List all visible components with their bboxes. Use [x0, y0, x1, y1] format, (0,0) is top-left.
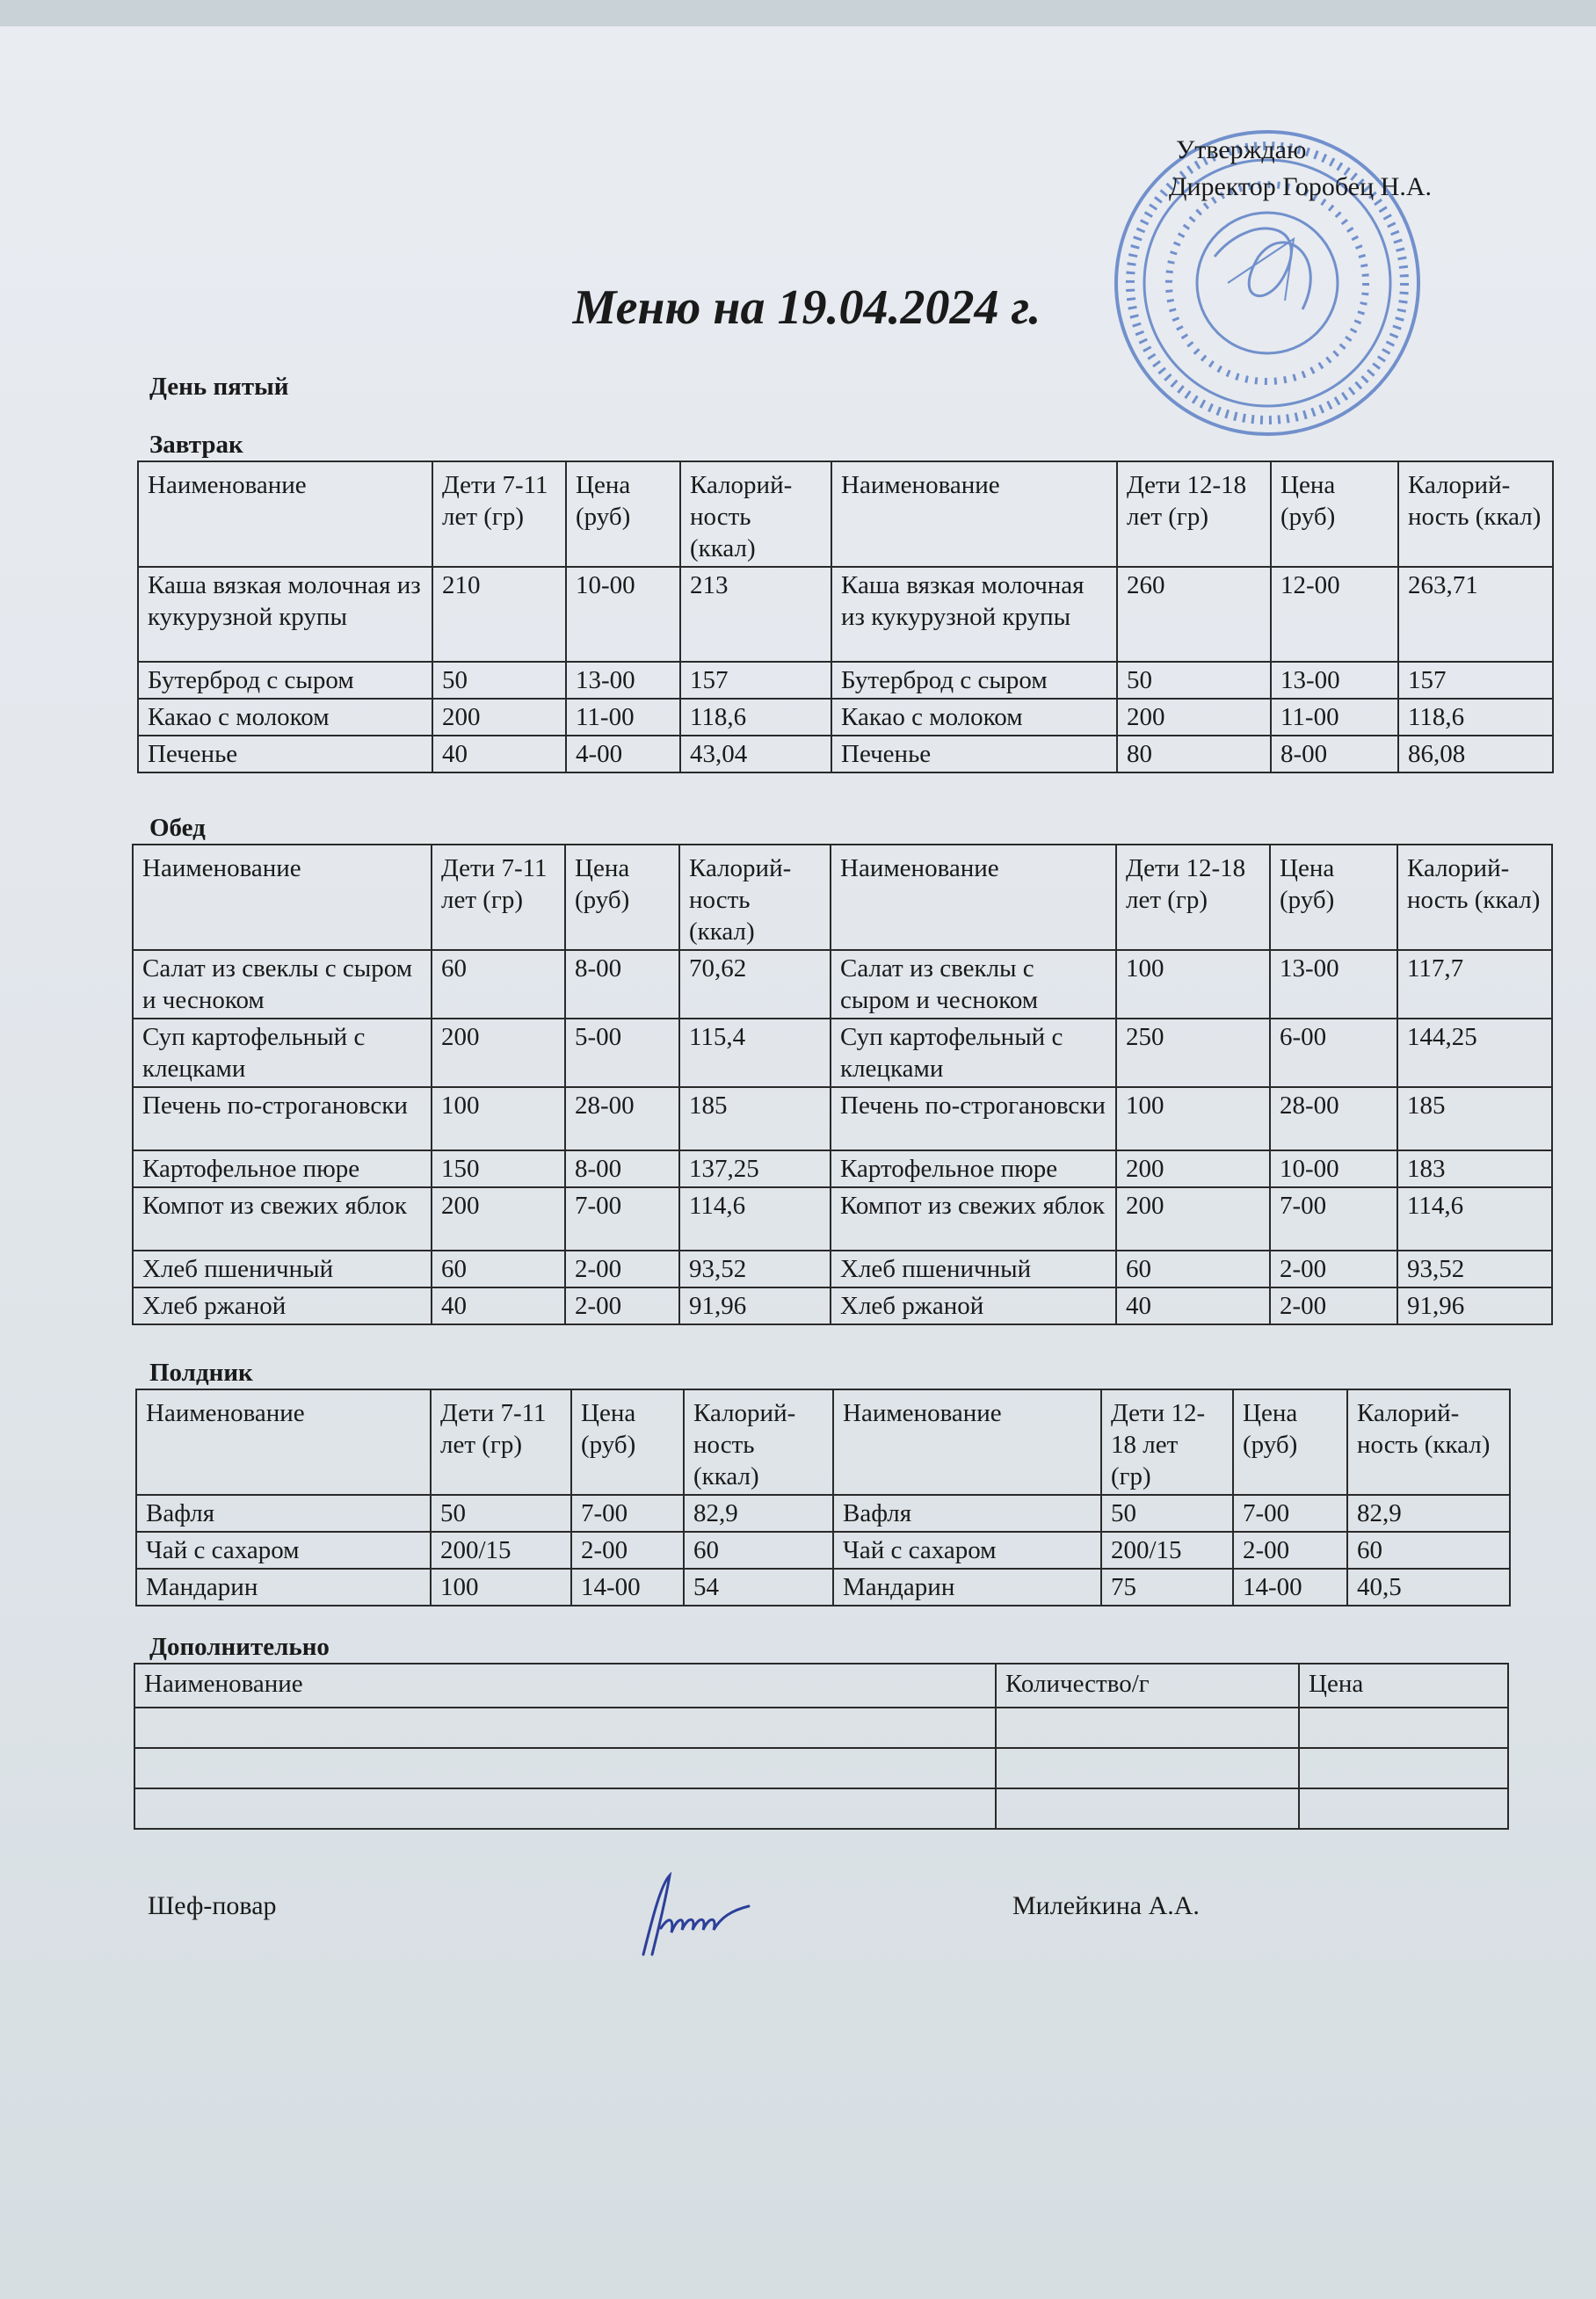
calories-cell: 91,96 — [679, 1287, 831, 1324]
portion-old-cell: 40 — [1116, 1287, 1270, 1324]
empty-cell — [134, 1748, 996, 1788]
snack-table — [135, 1389, 1511, 1606]
portion-young-cell: 200 — [432, 1019, 565, 1087]
calories-cell: 117,7 — [1397, 950, 1552, 1019]
header-calories: Калорий-ность (ккал) — [679, 845, 831, 950]
price-cell: 10-00 — [566, 567, 680, 662]
table-row — [133, 1187, 1552, 1251]
calories-cell: 114,6 — [679, 1187, 831, 1251]
header-age-old: Дети 12-18 лет (гр) — [1116, 845, 1270, 950]
dish-name-cell: Бутерброд с сыром — [138, 662, 432, 699]
header-age-old: Дети 12-18 лет (гр) — [1117, 461, 1271, 567]
portion-young-cell: 60 — [432, 1251, 565, 1287]
breakfast-table — [137, 461, 1554, 773]
calories-cell: 114,6 — [1397, 1187, 1552, 1251]
header-price: Цена (руб) — [1271, 461, 1398, 567]
header-quantity: Количество/г — [996, 1664, 1299, 1708]
table-row — [136, 1495, 1510, 1532]
table-row — [134, 1748, 1508, 1788]
portion-young-cell: 40 — [432, 1287, 565, 1324]
price-cell: 14-00 — [571, 1569, 684, 1606]
price-cell: 14-00 — [1233, 1569, 1347, 1606]
table-row — [133, 1287, 1552, 1324]
table-row — [138, 567, 1553, 662]
calories-cell: 213 — [680, 567, 831, 662]
price-cell: 2-00 — [1270, 1287, 1397, 1324]
header-name: Наименование — [133, 845, 432, 950]
empty-cell — [996, 1748, 1299, 1788]
dish-name-cell: Чай с сахаром — [833, 1532, 1101, 1569]
calories-cell: 137,25 — [679, 1150, 831, 1187]
portion-young-cell: 100 — [431, 1569, 571, 1606]
calories-cell: 144,25 — [1397, 1019, 1552, 1087]
table-row — [134, 1708, 1508, 1748]
price-cell: 5-00 — [565, 1019, 679, 1087]
dish-name-cell: Печенье — [138, 736, 432, 772]
dish-name-cell: Компот из свежих яблок — [831, 1187, 1116, 1251]
breakfast-rows — [138, 567, 1553, 772]
table-row — [133, 950, 1552, 1019]
dish-name-cell: Салат из свеклы с сыром и чесноком — [133, 950, 432, 1019]
calories-cell: 93,52 — [1397, 1251, 1552, 1287]
dish-name-cell: Хлеб пшеничный — [133, 1251, 432, 1287]
empty-cell — [996, 1788, 1299, 1829]
empty-cell — [1299, 1788, 1508, 1829]
lunch-label: Обед — [149, 814, 206, 842]
table-row — [134, 1788, 1508, 1829]
calories-cell: 60 — [1347, 1532, 1510, 1569]
calories-cell: 118,6 — [1398, 699, 1553, 736]
chef-signature — [626, 1867, 758, 1963]
portion-old-cell: 200/15 — [1101, 1532, 1233, 1569]
price-cell: 28-00 — [1270, 1087, 1397, 1150]
dish-name-cell: Мандарин — [833, 1569, 1101, 1606]
table-row — [136, 1532, 1510, 1569]
dish-name-cell: Какао с молоком — [138, 699, 432, 736]
calories-cell: 60 — [684, 1532, 833, 1569]
calories-cell: 118,6 — [680, 699, 831, 736]
calories-cell: 157 — [1398, 662, 1553, 699]
price-cell: 13-00 — [1270, 950, 1397, 1019]
portion-old-cell: 50 — [1101, 1495, 1233, 1532]
header-age-old: Дети 12-18 лет (гр) — [1101, 1389, 1233, 1495]
price-cell: 8-00 — [1271, 736, 1398, 772]
portion-young-cell: 150 — [432, 1150, 565, 1187]
calories-cell: 93,52 — [679, 1251, 831, 1287]
empty-cell — [1299, 1748, 1508, 1788]
price-cell: 2-00 — [1270, 1251, 1397, 1287]
dish-name-cell: Печень по-строгановски — [133, 1087, 432, 1150]
calories-cell: 115,4 — [679, 1019, 831, 1087]
portion-old-cell: 60 — [1116, 1251, 1270, 1287]
dish-name-cell: Вафля — [136, 1495, 431, 1532]
price-cell: 2-00 — [565, 1287, 679, 1324]
dish-name-cell: Мандарин — [136, 1569, 431, 1606]
calories-cell: 54 — [684, 1569, 833, 1606]
header-name: Наименование — [136, 1389, 431, 1495]
header-price: Цена (руб) — [1233, 1389, 1347, 1495]
price-cell: 7-00 — [571, 1495, 684, 1532]
dish-name-cell: Суп картофельный с клецками — [133, 1019, 432, 1087]
portion-young-cell: 200/15 — [431, 1532, 571, 1569]
calories-cell: 185 — [1397, 1087, 1552, 1150]
header-price: Цена (руб) — [565, 845, 679, 950]
price-cell: 8-00 — [565, 950, 679, 1019]
lunch-rows — [133, 950, 1552, 1324]
header-price: Цена (руб) — [1270, 845, 1397, 950]
table-row — [133, 1087, 1552, 1150]
price-cell: 2-00 — [565, 1251, 679, 1287]
price-cell: 7-00 — [1270, 1187, 1397, 1251]
calories-cell: 263,71 — [1398, 567, 1553, 662]
extra-table — [134, 1663, 1509, 1830]
calories-cell: 40,5 — [1347, 1569, 1510, 1606]
empty-cell — [1299, 1708, 1508, 1748]
calories-cell: 157 — [680, 662, 831, 699]
approval-director: Директор Горобец Н.А. — [1169, 172, 1433, 201]
header-price: Цена (руб) — [566, 461, 680, 567]
header-calories: Калорий-ность (ккал) — [680, 461, 831, 567]
header-calories: Калорий-ность (ккал) — [1397, 845, 1552, 950]
portion-old-cell: 80 — [1117, 736, 1271, 772]
table-row — [138, 662, 1553, 699]
calories-cell: 43,04 — [680, 736, 831, 772]
portion-old-cell: 100 — [1116, 1087, 1270, 1150]
table-header-row — [133, 845, 1552, 950]
price-cell: 7-00 — [1233, 1495, 1347, 1532]
dish-name-cell: Картофельное пюре — [831, 1150, 1116, 1187]
table-row — [133, 1019, 1552, 1087]
portion-young-cell: 200 — [432, 699, 566, 736]
calories-cell: 82,9 — [684, 1495, 833, 1532]
price-cell: 11-00 — [566, 699, 680, 736]
dish-name-cell: Каша вязкая молочная из кукурузной крупы — [138, 567, 432, 662]
dish-name-cell: Какао с молоком — [831, 699, 1117, 736]
price-cell: 6-00 — [1270, 1019, 1397, 1087]
table-row — [138, 736, 1553, 772]
header-calories: Калорий-ность (ккал) — [684, 1389, 833, 1495]
calories-cell: 183 — [1397, 1150, 1552, 1187]
dish-name-cell: Хлеб пшеничный — [831, 1251, 1116, 1287]
dish-name-cell: Картофельное пюре — [133, 1150, 432, 1187]
header-price: Цена (руб) — [571, 1389, 684, 1495]
page-title: Меню на 19.04.2024 г. — [572, 280, 1041, 335]
price-cell: 13-00 — [1271, 662, 1398, 699]
price-cell: 7-00 — [565, 1187, 679, 1251]
header-calories: Калорий-ность (ккал) — [1398, 461, 1553, 567]
dish-name-cell: Хлеб ржаной — [133, 1287, 432, 1324]
portion-old-cell: 50 — [1117, 662, 1271, 699]
header-name: Наименование — [831, 845, 1116, 950]
portion-young-cell: 40 — [432, 736, 566, 772]
price-cell: 8-00 — [565, 1150, 679, 1187]
header-calories: Калорий-ность (ккал) — [1347, 1389, 1510, 1495]
header-age-young: Дети 7-11 лет (гр) — [432, 845, 565, 950]
empty-cell — [996, 1708, 1299, 1748]
price-cell: 4-00 — [566, 736, 680, 772]
dish-name-cell: Каша вязкая молочная из кукурузной крупы — [831, 567, 1117, 662]
lunch-table — [132, 844, 1553, 1325]
header-age-young: Дети 7-11 лет (гр) — [431, 1389, 571, 1495]
portion-old-cell: 200 — [1116, 1187, 1270, 1251]
snack-rows — [136, 1495, 1510, 1606]
breakfast-label: Завтрак — [149, 431, 243, 459]
portion-young-cell: 60 — [432, 950, 565, 1019]
calories-cell: 86,08 — [1398, 736, 1553, 772]
header-name: Наименование — [134, 1664, 996, 1708]
price-cell: 13-00 — [566, 662, 680, 699]
portion-young-cell: 50 — [432, 662, 566, 699]
portion-old-cell: 75 — [1101, 1569, 1233, 1606]
price-cell: 28-00 — [565, 1087, 679, 1150]
dish-name-cell: Компот из свежих яблок — [133, 1187, 432, 1251]
approval-block — [1169, 132, 1432, 206]
dish-name-cell: Печень по-строгановски — [831, 1087, 1116, 1150]
extra-label: Дополнительно — [149, 1633, 330, 1661]
dish-name-cell: Чай с сахаром — [136, 1532, 431, 1569]
calories-cell: 70,62 — [679, 950, 831, 1019]
chef-role: Шеф-повар — [148, 1891, 277, 1920]
empty-cell — [134, 1788, 996, 1829]
empty-cell — [134, 1708, 996, 1748]
table-header-row — [136, 1389, 1510, 1495]
header-name: Наименование — [831, 461, 1117, 567]
header-name: Наименование — [138, 461, 432, 567]
portion-old-cell: 250 — [1116, 1019, 1270, 1087]
dish-name-cell: Печенье — [831, 736, 1117, 772]
portion-young-cell: 100 — [432, 1087, 565, 1150]
portion-old-cell: 200 — [1117, 699, 1271, 736]
day-label: День пятый — [149, 373, 289, 401]
calories-cell: 82,9 — [1347, 1495, 1510, 1532]
portion-young-cell: 50 — [431, 1495, 571, 1532]
portion-old-cell: 200 — [1116, 1150, 1270, 1187]
portion-old-cell: 100 — [1116, 950, 1270, 1019]
table-header-row — [138, 461, 1553, 567]
table-row — [138, 699, 1553, 736]
portion-old-cell: 260 — [1117, 567, 1271, 662]
table-row — [136, 1569, 1510, 1606]
chef-name: Милейкина А.А. — [1012, 1891, 1200, 1920]
approval-line: Утверждаю — [1176, 135, 1307, 164]
header-age-young: Дети 7-11 лет (гр) — [432, 461, 566, 567]
table-header-row — [134, 1664, 1508, 1708]
calories-cell: 185 — [679, 1087, 831, 1150]
snack-label: Полдник — [149, 1359, 253, 1387]
header-name: Наименование — [833, 1389, 1101, 1495]
price-cell: 11-00 — [1271, 699, 1398, 736]
table-row — [133, 1150, 1552, 1187]
dish-name-cell: Суп картофельный с клецками — [831, 1019, 1116, 1087]
table-row — [133, 1251, 1552, 1287]
dish-name-cell: Вафля — [833, 1495, 1101, 1532]
calories-cell: 91,96 — [1397, 1287, 1552, 1324]
price-cell: 12-00 — [1271, 567, 1398, 662]
price-cell: 10-00 — [1270, 1150, 1397, 1187]
portion-young-cell: 200 — [432, 1187, 565, 1251]
portion-young-cell: 210 — [432, 567, 566, 662]
dish-name-cell: Бутерброд с сыром — [831, 662, 1117, 699]
price-cell: 2-00 — [1233, 1532, 1347, 1569]
dish-name-cell: Хлеб ржаной — [831, 1287, 1116, 1324]
header-price: Цена — [1299, 1664, 1508, 1708]
price-cell: 2-00 — [571, 1532, 684, 1569]
dish-name-cell: Салат из свеклы с сыром и чесноком — [831, 950, 1116, 1019]
